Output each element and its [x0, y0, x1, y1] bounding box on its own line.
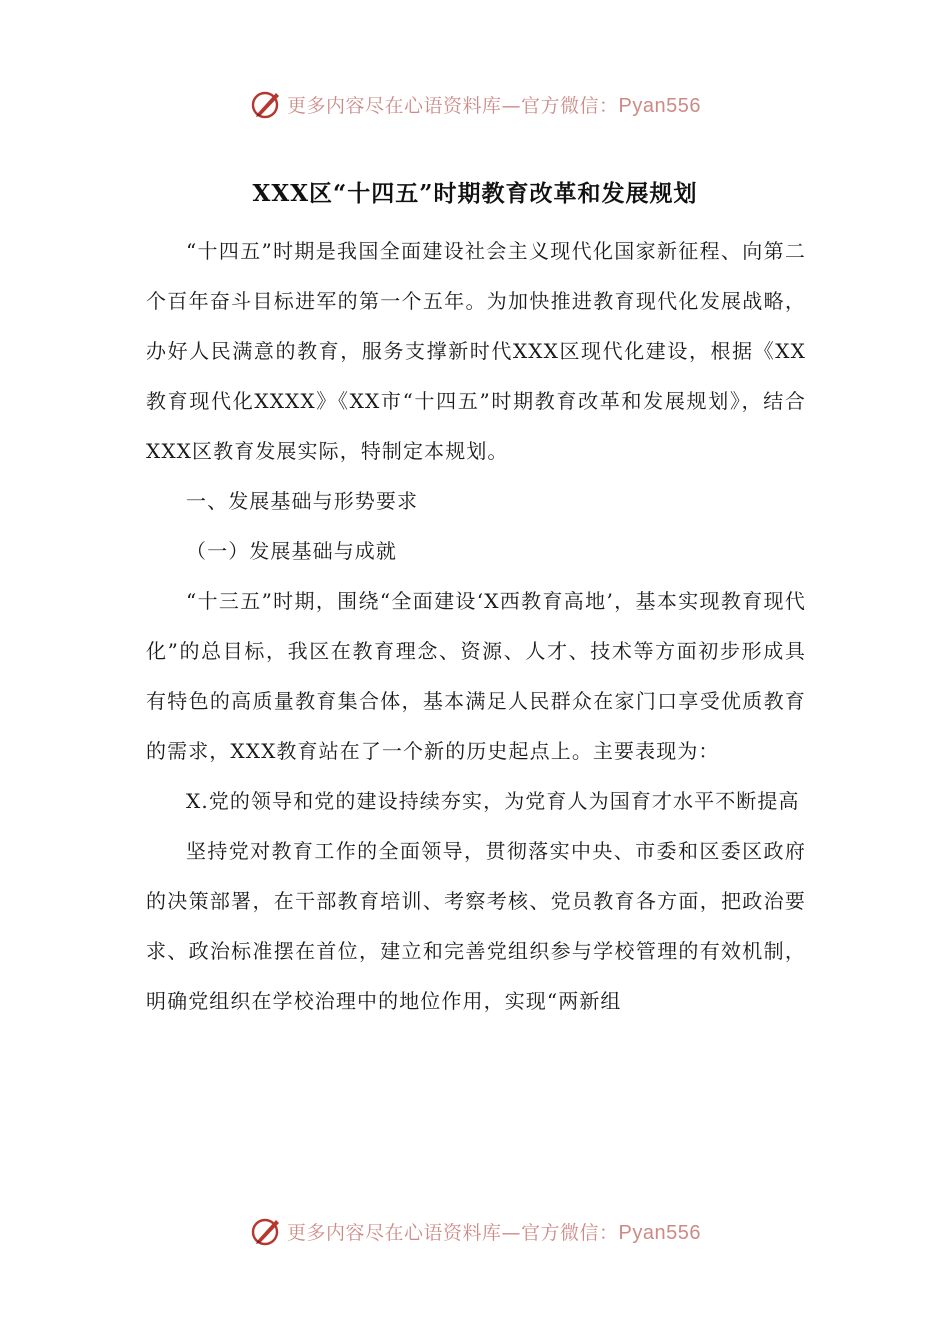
header-banner-label: 更多内容尽在心语资料库—官方微信： — [287, 94, 619, 117]
item-heading-1: X.党的领导和党的建设持续夯实，为党育人为国育才水平不断提高 — [186, 789, 800, 813]
paragraph-party-leadership: 坚持党对教育工作的全面领导，贯彻落实中央、市委和区委区政府的决策部署，在干部教育培训、考察考核、党员教育各方面，把政治要求、政治标准摆在首位，建立和完善党组织参与学校管理的有效机制，明确党组织在学校治理中的地位作用，实现“两新组 — [146, 839, 806, 1013]
document-title: XXX区“十四五”时期教育改革和发展规划 — [252, 180, 698, 207]
footer-banner-label: 更多内容尽在心语资料库—官方微信： — [287, 1221, 619, 1244]
subsection-heading-1: （一）发展基础与成就 — [186, 539, 397, 563]
section-heading-1: 一、发展基础与形势要求 — [186, 489, 419, 513]
header-banner — [0, 84, 950, 124]
document-body — [146, 226, 806, 1026]
paragraph-intro: “十四五”时期是我国全面建设社会主义现代化国家新征程、向第二个百年奋斗目标进军的第一个五年。为加快推进教育现代化发展战略，办好人民满意的教育，服务支撑新时代XXX区现代化建设，根据《XX教育现代化XXXX》《XX市“十四五”时期教育改革和发展规划》，结合XXX区教育发展实际，特制定本规划。 — [146, 239, 806, 463]
footer-banner — [0, 1211, 950, 1251]
header-banner-handle: Pyan556 — [618, 94, 701, 117]
footer-banner-text — [287, 1218, 701, 1245]
pen-logo-icon — [249, 87, 283, 121]
footer-banner-handle: Pyan556 — [618, 1221, 701, 1244]
pen-logo-icon — [249, 1214, 283, 1248]
paragraph-achievements: “十三五”时期，围绕“全面建设‘X西教育高地’，基本实现教育现代化”的总目标，我区在教育理念、资源、人才、技术等方面初步形成具有特色的高质量教育集合体，基本满足人民群众在家门口享受优质教育的需求，XXX教育站在了一个新的历史起点上。主要表现为： — [146, 589, 806, 763]
header-banner-text — [287, 91, 701, 118]
